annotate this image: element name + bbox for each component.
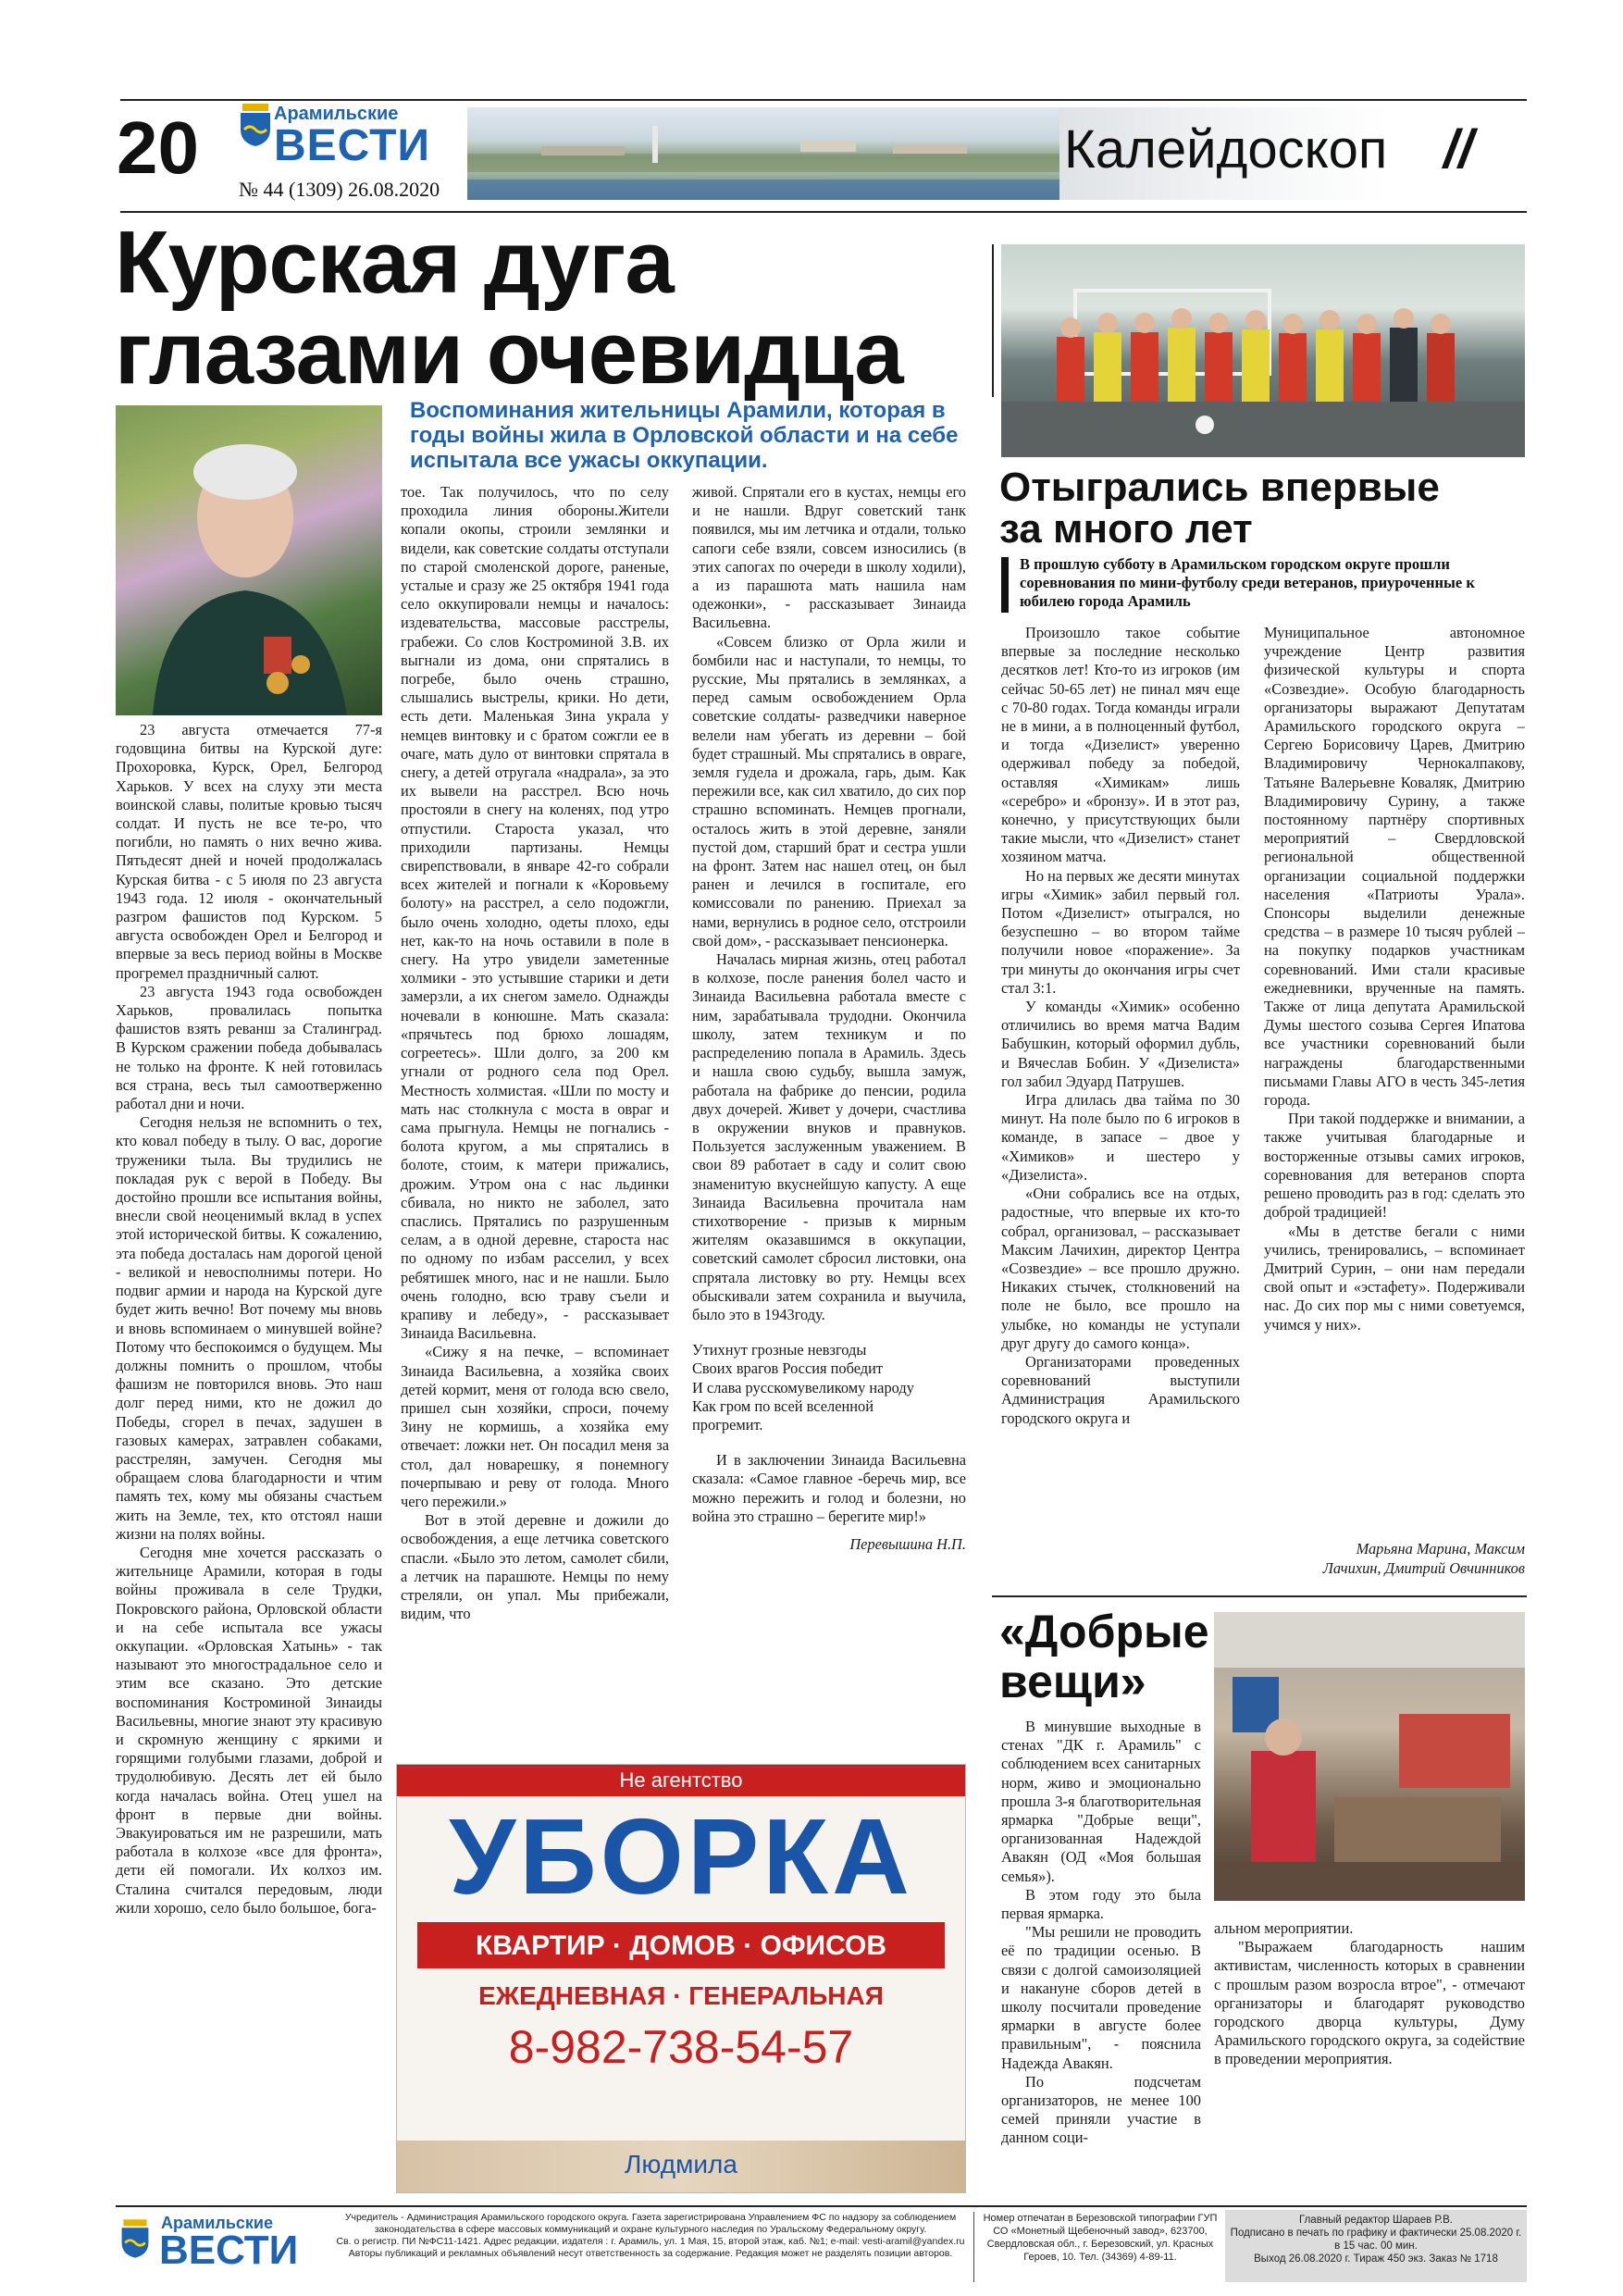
football-team-photo [1001,244,1525,457]
charity-fair-photo [1214,1612,1525,1901]
ad-contact-name: Людмила [625,2150,737,2178]
footer-top-rule [116,2205,1527,2207]
logo-top-text: Арамильские [274,104,399,124]
footer-publisher-info [333,2212,968,2260]
article1-col3-paragraph: Началась мирная жизнь, отец работал в колхозе, после ранения болел часто и Зинаида Васильевна работала вместе с ним, зарабатывала трудодни. Окончила школу, затем техникум и по распределению попала в Арамиль. Здесь и нашла свою судьбу, вышла замуж, работала на фабрике до пенсии, родила двух дочерей. Живет у дочери, счастлива в окружении внуков и правнуков. Пользуется заслуженным уважением. В свои 89 работает в саду и солит свою знаменитую вкуснейшую капусту. А еще Зинаида Васильевна прочитала нам стихотворение - призыв к мирным жителям оказавшимся в оккупации, советский самолет сбросил листовки, она спрятала листовку во рту. Немцы всех обыскивали затем сохранила и выучила, было это в 1943году. [692,950,966,1323]
ad-phone[interactable]: 8-982-738-54-57 [508,2021,854,2073]
poem-line: Утихнут грозные невзгоды [692,1341,867,1359]
poem-line: И слава русскомувеликому народу [692,1378,914,1396]
article1-final-paragraph: И в заключении Зинаида Васильевна сказала: «Самое главное -беречь мир, все можно пережить и голод и болезни, но война это страшно – берегите мир!» [692,1451,966,1525]
article2-lead-bar [1001,557,1009,613]
article1-title-line2: глазами очевидца [115,304,903,403]
ad-main-title: УБОРКА [449,1796,913,1917]
article3-col2-paragraph: "Выражаем благодарность нашим активистам, численность которых в сравнении с прошлым разом возросла втрое", - отмечают организаторы и благодарят руководство городского дворца культуры, Думу Арамильского городского округа, за содействие в проведении мероприятия. [1214,1938,1525,2068]
footer-coat-of-arms-icon [118,2217,152,2260]
footer-divider [973,2212,974,2282]
article2-title-line2: за много лет [999,506,1253,552]
ad-schedule: ЕЖЕДНЕВНАЯ · ГЕНЕРАЛЬНАЯ [478,1981,884,2010]
footer-registration: Св. о регистр. ПИ №ФС11-1421. Адрес редакции, издателя : г. Арамиль, ул. 1 Мая, 15, второй этаж, каб. №1; e-mail: vesti-aramil@yandex.ru [336,2236,965,2247]
footer-editor-info [1229,2214,1523,2265]
footer-disclaimer: Авторы публикаций и рекламных объявлений несут ответственность за содержание. Редакция может не разделять позиции авторов. [348,2248,953,2259]
article1-column1 [116,721,382,2183]
article2-col1-paragraph: «Они собрались все на отдых, радостные, что впервые их кто-то собрал, организовал, – рассказывает Максим Лачихин, директор Центра «Созвездие» – все прошло дружно. Никаких стычек, столкновений на поле не было, все прошло на улыбке, но команды не уступали друг другу до самого конца». [1001,1185,1240,1352]
article3-col1-paragraph: По подсчетам организаторов, не менее 100 семей приняли участие в данном соци- [1001,2072,1201,2147]
article2-title-line1: Отыгрались впервые [999,465,1440,510]
article3-top-rule [992,1595,1527,1597]
article3-col1-paragraph: "Мы решили не проводить её по традиции осенью. В связи с долгой самоизоляцией и накануне сборов детей в школу посчитали проведение ярмарки в августе более правильным", - пояснила Надежда Авакян. [1001,1923,1201,2072]
veteran-portrait-photo [116,405,382,715]
article3-column1 [1001,1718,1201,2180]
footer-logo-bottom: ВЕСТИ [159,2228,299,2273]
article1-column3 [692,483,966,1758]
poem-line: Как гром по всей вселенной [692,1396,874,1415]
article2-col2-paragraph: При такой поддержке и внимании, а также учитывая благодарные и восторженные отзывы самих игроков, соревнования для ветеранов спорта решено проводить раз в год: сделать это доброй традицией! [1264,1110,1525,1222]
article3-title-line2: вещи» [999,1656,1146,1707]
ad-services: КВАРТИР · ДОМОВ · ОФИСОВ [475,1930,887,1961]
article2-lead: В прошлую субботу в Арамильском городском округе прошли соревнования по мини-футболу среди ветеранов, приуроченные к юбилею города Арамиль [1020,555,1475,610]
footer-signed: Подписано в печать по графику и фактически 25.08.2020 г. в 15 час. 00 мин. [1230,2228,1522,2252]
article2-column2 [1264,624,1525,1518]
article2-column1 [1001,624,1240,1568]
footer-printing: Номер отпечатан в Березовской типографии ГУП СО «Монетный Щебеночный завод», 623700, Свердловская обл., г. Березовский, ул. Красных Героев, 10. Тел. (34369) 4-89-11. [983,2213,1218,2263]
article2-col1-paragraph: Организаторами проведенных соревнований выступили Администрация Арамильского городского округа и [1001,1352,1240,1427]
football-team-image [1001,244,1525,457]
article2-col1-paragraph: Игра длилась два тайма по 30 минут. На поле было по 6 игроков в команде, в запасе – двое у «Химиков» и шестеро у «Дизелиста». [1001,1091,1240,1184]
town-panorama-image [467,107,1059,200]
issue-info: № 44 (1309) 26.08.2020 [239,178,440,201]
poem-line: Своих врагов Россия победит [692,1359,884,1378]
article3-title-line1: «Добрые [999,1606,1209,1657]
article2-authors-line2: Лачихин, Дмитрий Овчинников [1322,1559,1525,1577]
charity-fair-image [1214,1612,1525,1901]
article1-col3-paragraph: «Совсем близко от Орла жили и бомбили нас и наступали, то немцы, то русские, Мы прятались в землянках, а перед самым освобождением Орла советские солдаты- разведчики наверное велели нам убегать из деревни – бой будет страшный. Мы спрятались в овраге, земля гудела и дрожала, гарь, дым. Как пережили все, как сил хватило, до сих пор страшно вспоминать. Немцев прогнали, осталось жить в этой деревне, заняли пустой дом, старший брат и сестра ушли на фронт. Затем нас нашел отец, он был ранен и лечился в госпитале, его комиссовали по ранению. Приехал за нами, вернулись в родное село, отстроили свой дом», - рассказывает пенсионерка. [692,632,966,949]
article3-col2-paragraph: альном мероприятии. [1214,1919,1354,1937]
ad-top-text: Не агентство [619,1769,743,1792]
poem-line: прогремит. [692,1415,763,1433]
article1-author: Перевышина Н.П. [849,1534,966,1553]
article1-col3-paragraph: живой. Спрятали его в кустах, немцы его и не нашли. Вдруг советский танк появился, мы им летчика и отдали, только сапоги себе взяли, совсем износились (в этих сапогах по очереди в школу ходили), а из парашюта мать нашила нам одежонки», - рассказывает Зинаида Васильевна. [692,483,966,632]
header-panorama-photo [467,107,1059,200]
footer-editor: Главный редактор Шараев Р.В. [1299,2215,1453,2226]
article2-authors-line1: Марьяна Марина, Максим [1356,1540,1525,1558]
cleaning-advertisement [396,1764,966,2193]
article2-col2-paragraph: Муниципальное автономное учреждение Центр развития физической культуры и спорта «Созвездие». Особую благодарность организаторы выражают Депутатам Арамильского городского округа – Сергею Борисовичу Царев, Дмитрию Владимировичу Чернокалпакову, Татьяне Валерьевне Коваляк, Дмитрию Владимировичу Сурину, а также постоянному партнёру спортивных мероприятий – Свердловской региональной общественной организации социальной поддержки населения «Патриоты Урала». Спонсоры выделили денежные средства – в размере 10 тысяч рублей – на покупку подарков участникам соревнований. Ими стали красивые ежедневники, врученные на память. Также от лица депутата Арамильской Думы шестого созыва Сергея Ипатова все участники соревнований были награждены благодарственными письмами Главы АГО в честь 345-летия города. [1264,624,1525,1110]
article1-col1-paragraph: Сегодня нельзя не вспомнить о тех, кто ковал победу в тылу. О вас, дорогие труженики тыла. Вы трудились не покладая рук с верой в Победу. Вы достойно прошли все испытания войны, внесли свой неоценимый вклад в успех этой исторической битвы. К сожалению, эта победа досталась нам дорогой ценой - великой и невосполнимы потери. Но подвиг армии и народа на Курской дуге будет жить вечно! Вот почему мы вновь и вновь вспоминаем о минувшей войне? Потому что беспокоимся о будущем. Мы должны помнить о прошлом, чтобы фашизм не повторился вновь. Это наш долг перед ними, кто не дожил до Победы, сгорел в печах, задушен в газовых камерах, затравлен собаками, расстрелян, замучен. Сегодня мы обращаем слова благодарности и чтим память тех, кому мы обязаны счастьем жить на Земле, тех, кто отстоял наши жизни на полях войны. [116,1113,382,1543]
article1-col2-paragraph: тое. Так получилось, что по селу проходила линия обороны.Жители копали окопы, строили землянки и видели, как советские солдаты отступали по старой смоленской дороге, раненые, усталые и сразу же 25 октября 1941 года село оккупировали немцы и началось: издевательства, массовые расстрелы, грабежи. Со слов Костроминой З.В. их выгнали из дома, они спрятались в погребе, было очень страшно, слышались выстрелы, крики. Но дети, есть дети. Маленькая Зина украла у немцев винтовку и с братом сожгли ее в очаге, мать дуло от винтовки спрятала в снегу, а детей отругала «надрала», за это их вывели на расстрел. Всю ночь простояли в снегу на коленях, под утро отпустили. Староста указал, что приходили партизаны. Немцы свирепствовали, в январе 42-го собрали всех жителей и погнали к «Коровьему болоту» на расстрел, а село подожгли, было очень холодно, одеты плохо, еды нет, как-то на ночь оставили в поле в снегу. На утро увидели заметенные холмики - это устывшие старики и дети замерзли, а их снегом замело. Однажды ночевали в конюшне. Мать сказала: «прячьтесь под брюхо лошадям, согреетесь». Шли долго, за 200 км угнали от родного села под Орел. Местность холмистая. «Шли по мосту и мать нас столкнула с моста в овраг и сама прыгнула. Немцы не погнались - болота кругом, а мы спрятались в болоте, стоим, к матери прижались, дрожим. Утром она с нас льдинки сбивала, но никто не заболел, зато спаслись. Прятались по разрушенным селам, а в одной деревне, староста нас по одному по избам расселил, у всех ребятишек много, нас и не нашли. Было очень голодно, всю траву съели и крапиву и лебеду», - рассказывает Зинаида Васильевна. [401,483,669,1343]
article3-col1-paragraph: В минувшие выходные в стенах "ДК г. Арамиль" с соблюдением всех санитарных норм, живо и эмоционально прошла 3-я благотворительная ярмарка "Добрые вещи", организованная Надеждой Авакян (ОД «Моя большая семья»). [1001,1718,1201,1885]
article2-col2-paragraph: «Мы в детстве бегали с ними учились, тренировались, – вспоминает Дмитрий Сурин, – они нам передали свой опыт и «эстафету». Подерживали нас. До сих пор мы с ними советуемся, учимся у них». [1264,1222,1525,1334]
article1-column2 [401,483,669,1758]
article3-column2 [1214,1919,1525,2178]
footer-circulation: Выход 26.08.2020 г. Тираж 450 экз. Заказ № 1718 [1254,2253,1498,2265]
section-mark: // [1443,119,1474,180]
article1-col1-paragraph: 23 августа отмечается 77-я годовщина битвы на Курской дуге: Прохоровка, Курск, Орел, Белгород Харьков. У всех на слуху эти места воинской славы, политые кровью тысяч солдат. И пусть не все те-ро, что погибли, но память о них вечно жива. Пятьдесят дней и ночей продолжалась Курская битва - с 5 июля по 23 августа 1943 года. 12 июля - окончательный разгром фашистов под Курском. 5 августа освобожден Орел и Белгород и впервые за весь период войны в Москве прогремел праздничный салют. [116,721,382,982]
footer-founder: Учредитель - Администрация Арамильского городского округа. Газета зарегистрирована Управлением ФС по надзору за соблюдением законодательства в сфере массовых коммуникаций и охране культурного наследия по Уральскому Федеральному округу. [344,2212,957,2235]
page-number: 20 [117,106,199,189]
article3-col1-paragraph: В этом году это была первая ярмарка. [1001,1885,1201,1923]
header-top-rule [120,99,1527,101]
article1-col1-paragraph: 23 августа 1943 года освобожден Харьков, провалилась попытка фашистов взять реванш за Сталинград. В Курском сражении победа добывалась не только на фронте. К ней готовилась вся страна, весь тыл самоотверженно работал дни и ночи. [116,982,382,1113]
veteran-portrait-image [116,405,382,715]
article1-col2-paragraph: «Сижу я на печке, – вспоминает Зинаида Васильевна, а хозяйка своих детей кормит, меня от голода всю свело, пришел сын хозяйки, спроси, почему Зину не кормишь, а хозяйка ему отвечает: ложки нет. Он посадил меня за стол, дал новарешку, я понемногу почерпываю и реву от голода. Много чего пережили.» [401,1343,669,1510]
article1-lead: Воспоминания жительницы Арамили, которая в годы войны жила в Орловской области и на себе испытала все ужасы оккупации. [410,398,959,473]
footer-logo-top: Арамильские [161,2214,273,2232]
article2-col1-paragraph: У команды «Химик» особенно отличились во время матча Вадим Бабушкин, который оформил дубль, и Вячеслав Бобин. У «Дизелиста» гол забил Эдуард Патрушев. [1001,998,1240,1090]
footer-logo [118,2214,331,2278]
article2-left-rule [992,244,994,397]
coat-of-arms-icon [237,102,274,148]
article1-title-line1: Курская дуга [115,213,674,312]
section-title: Калейдоскоп [1064,119,1388,180]
logo-bottom-text: ВЕСТИ [274,121,430,170]
article1-col2-paragraph: Вот в этой деревне и дожили до освобождения, а еще летчика советского спасли. «Было это летом, самолет сбили, а летчик на парашюте. Немцы по нему стреляли, он упал. Мы прибежали, видим, что [401,1511,669,1623]
article2-col1-paragraph: Произошло такое событие впервые за последние несколько десятков лет! Кто-то из игроков (им сейчас 50-65 лет) не пинал мяч еще с 70-80 годах. Тогда команды играли не в мини, а в полноценный футбол, и тогда «Дизелист» уверенно одерживал победу за победой, оставляя «Химикам» лишь «серебро» и «бронзу». И в этот раз, конечно, у присутствующих были такие мысли, что «Дизелист» станет хозяином матча. [1001,624,1240,866]
article2-col1-paragraph: Но на первых же десяти минутах игры «Химик» забил первый гол. Потом «Дизелист» отыгрался, но безуспешно – во втором тайме получили новое «поражение». За три минуты до окончания игры счет стал 3:1. [1001,866,1240,997]
article1-col1-paragraph: Сегодня мне хочется рассказать о жительнице Арамили, которая в годы войны проживала в селе Трудки, Покровского района, Орловской области и на себе испытала все ужасы оккупации. «Орловская Хатынь» - так называют это многострадальное село и этим все сказано. Это детские воспоминания Костроминой Зинаиды Васильевны, многие знают эту красивую и скромную женщину с яркими и горящими голубыми глазами, доброй и трудолюбивую. Десять лет ей было когда началась война. Отец ушел на фронт в первые дни войны. Эвакуироваться им не разрешили, мать работала в колхозе «все для фронта», дети ей помогали. Их колхоз им. Сталина считался передовым, люди жили хорошо, село было большое, бога- [116,1543,382,1917]
